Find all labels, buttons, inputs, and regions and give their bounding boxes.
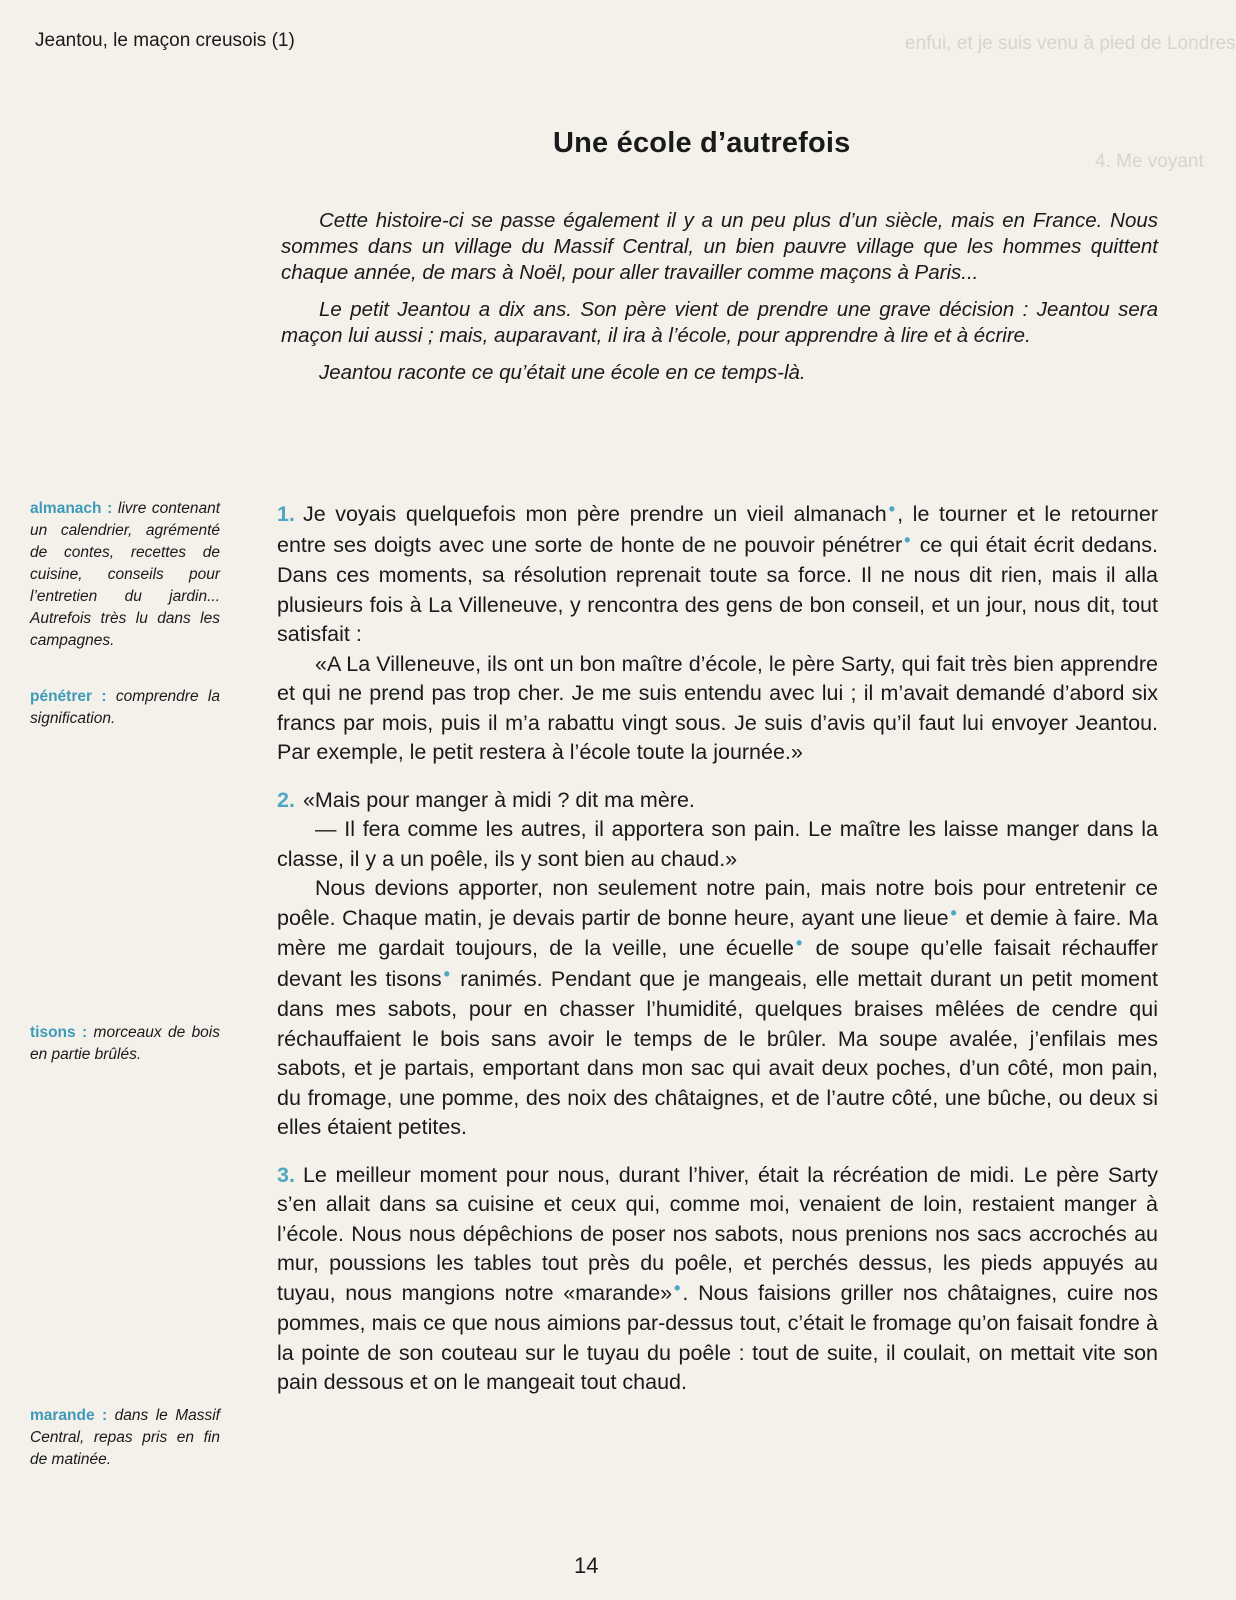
page-title: Une école d’autrefois	[553, 127, 851, 159]
section-1-quote: «A La Villeneuve, ils ont un bon maître d’école, le père Sarty, qui fait très bien apprendre et qui ne prend pas trop cher. Je me suis entendu avec lui ; il m’avait demandé d’abord six francs par mois, puis il m’a rabattu vingt sous. Je suis d’avis qu’il faut lui envoyer Jeantou. Par exemple, le petit restera à l’école toute la journée.»	[277, 651, 1158, 764]
section-3-paragraph: 3. Le meilleur moment pour nous, durant l’hiver, était la récréation de midi. Le père Sarty s’en allait dans sa cuisine et ceux qui, comme moi, venaient de loin, restaient manger à l’école. Nous nous dépêchions de poser nos sabots, nous prenions nos sacs accrochés au mur, poussions les tables tout près du poêle, et perchés dessus, les pieds appuyés au tuyau, nous mangions notre «marande» •. Nous faisions griller nos châtaignes, cuire nos pommes, mais ce que nous aimions par-dessus tout, c’était le fromage qu’on faisait fondre à la pointe de son couteau sur le tuyau du poêle : tout de suite, il coulait, on mettait vite son pain dessous et on le mangeait tout chaud.	[277, 1162, 1158, 1394]
glossary-definition: morceaux de bois en partie brûlés.	[30, 1024, 220, 1063]
intro-paragraph: Jeantou raconte ce qu’était une école en ce temps-là.	[319, 361, 806, 384]
section-2-dialogue: 2. «Mais pour manger à midi ? dit ma mère.	[277, 787, 695, 812]
section-1-paragraph: 1. Je voyais quelquefois mon père prendre un vieil almanach •, le tourner et le retourner entre ses doigts avec une sorte de honte de ne pouvoir pénétrer • ce qui était écrit dedans. Dans ces moments, sa résolution reprenait toute sa force. Il ne nous dit rien, mais il alla plusieurs fois à La Villeneuve, y rencontra des gens de bon conseil, et un jour, nous dit, tout satisfait :	[277, 499, 1158, 646]
intro-block	[281, 208, 1158, 397]
glossary-almanach	[30, 498, 220, 652]
glossary-definition: dans le Massif Central, repas pris en fin de matinée.	[30, 1407, 220, 1468]
running-header: Jeantou, le maçon creusois (1)	[35, 30, 295, 51]
section-number: 2.	[277, 787, 295, 812]
section-number: 1.	[277, 502, 295, 526]
footnote-marker-icon: •	[443, 963, 450, 984]
intro-paragraph: Cette histoire-ci se passe également il y a un peu plus d’un siècle, mais en France. Nous sommes dans un village du Massif Central, un bien pauvre village que les hommes quittent chaque année, de mars à Noël, pour aller travailler comme maçons à Paris...	[281, 209, 1158, 284]
glossary-term: pénétrer :	[30, 688, 107, 705]
glossary-term: tisons :	[30, 1024, 88, 1041]
footnote-marker-icon: •	[888, 499, 896, 519]
glossary-marande	[30, 1405, 220, 1471]
glossary-term: almanach :	[30, 500, 113, 517]
footnote-marker-icon: •	[904, 529, 911, 550]
page-number: 14	[574, 1553, 599, 1578]
glossary-definition: comprendre la signification.	[30, 688, 220, 727]
section-number: 3.	[277, 1162, 295, 1187]
bleed-through-text: 4. Me voyant	[1095, 151, 1204, 172]
main-text	[277, 500, 1158, 1398]
section-2-paragraph: Nous devions apporter, non seulement notre pain, mais notre bois pour entretenir ce poêle. Chaque matin, je devais partir de bonne heure, ayant une lieue • et demie à faire. Ma mère me gardait toujours, de la veille, une écuelle • de soupe qu’elle faisait réchauffer devant les tisons • ranimés. Pendant que je mangeais, elle mettait durant un petit moment dans mes sabots, pour en chasser l’humidité, quelques braises mêlées de cendre qui réchauffaient le bois sans avoir le temps de le brûler. Ma soupe avalée, j’enfilais mes sabots, et je partais, emportant dans mon sac qui avait deux poches, d’un côté, mon pain, du fromage, une pomme, des noix des châtaignes, et de l’autre côté, une bûche, ou deux si elles étaient petites.	[277, 876, 1159, 1139]
glossary-penetrer	[30, 686, 220, 730]
glossary-definition: livre contenant un calendrier, agrémenté de contes, recettes de cuisine, conseils pour l’entretien du jardin... Autrefois très lu dans les campagnes.	[30, 500, 220, 649]
footnote-marker-icon: •	[796, 933, 803, 953]
bleed-through-text: enfui, et je suis venu à pied de Londres	[905, 33, 1236, 54]
section-2-dialogue-reply: — Il fera comme les autres, il apportera son pain. Le maître les laisse manger dans la classe, il y a un poêle, ils y sont bien au chaud.»	[277, 817, 1158, 871]
intro-paragraph: Le petit Jeantou a dix ans. Son père vient de prendre une grave décision : Jeantou sera maçon lui aussi ; mais, auparavant, il ira à l’école, pour apprendre à lire et à écrire.	[281, 298, 1158, 347]
glossary-tisons	[30, 1022, 220, 1066]
footnote-marker-icon: •	[950, 902, 957, 923]
glossary-term: marande :	[30, 1407, 108, 1424]
footnote-marker-icon: •	[674, 1277, 681, 1298]
